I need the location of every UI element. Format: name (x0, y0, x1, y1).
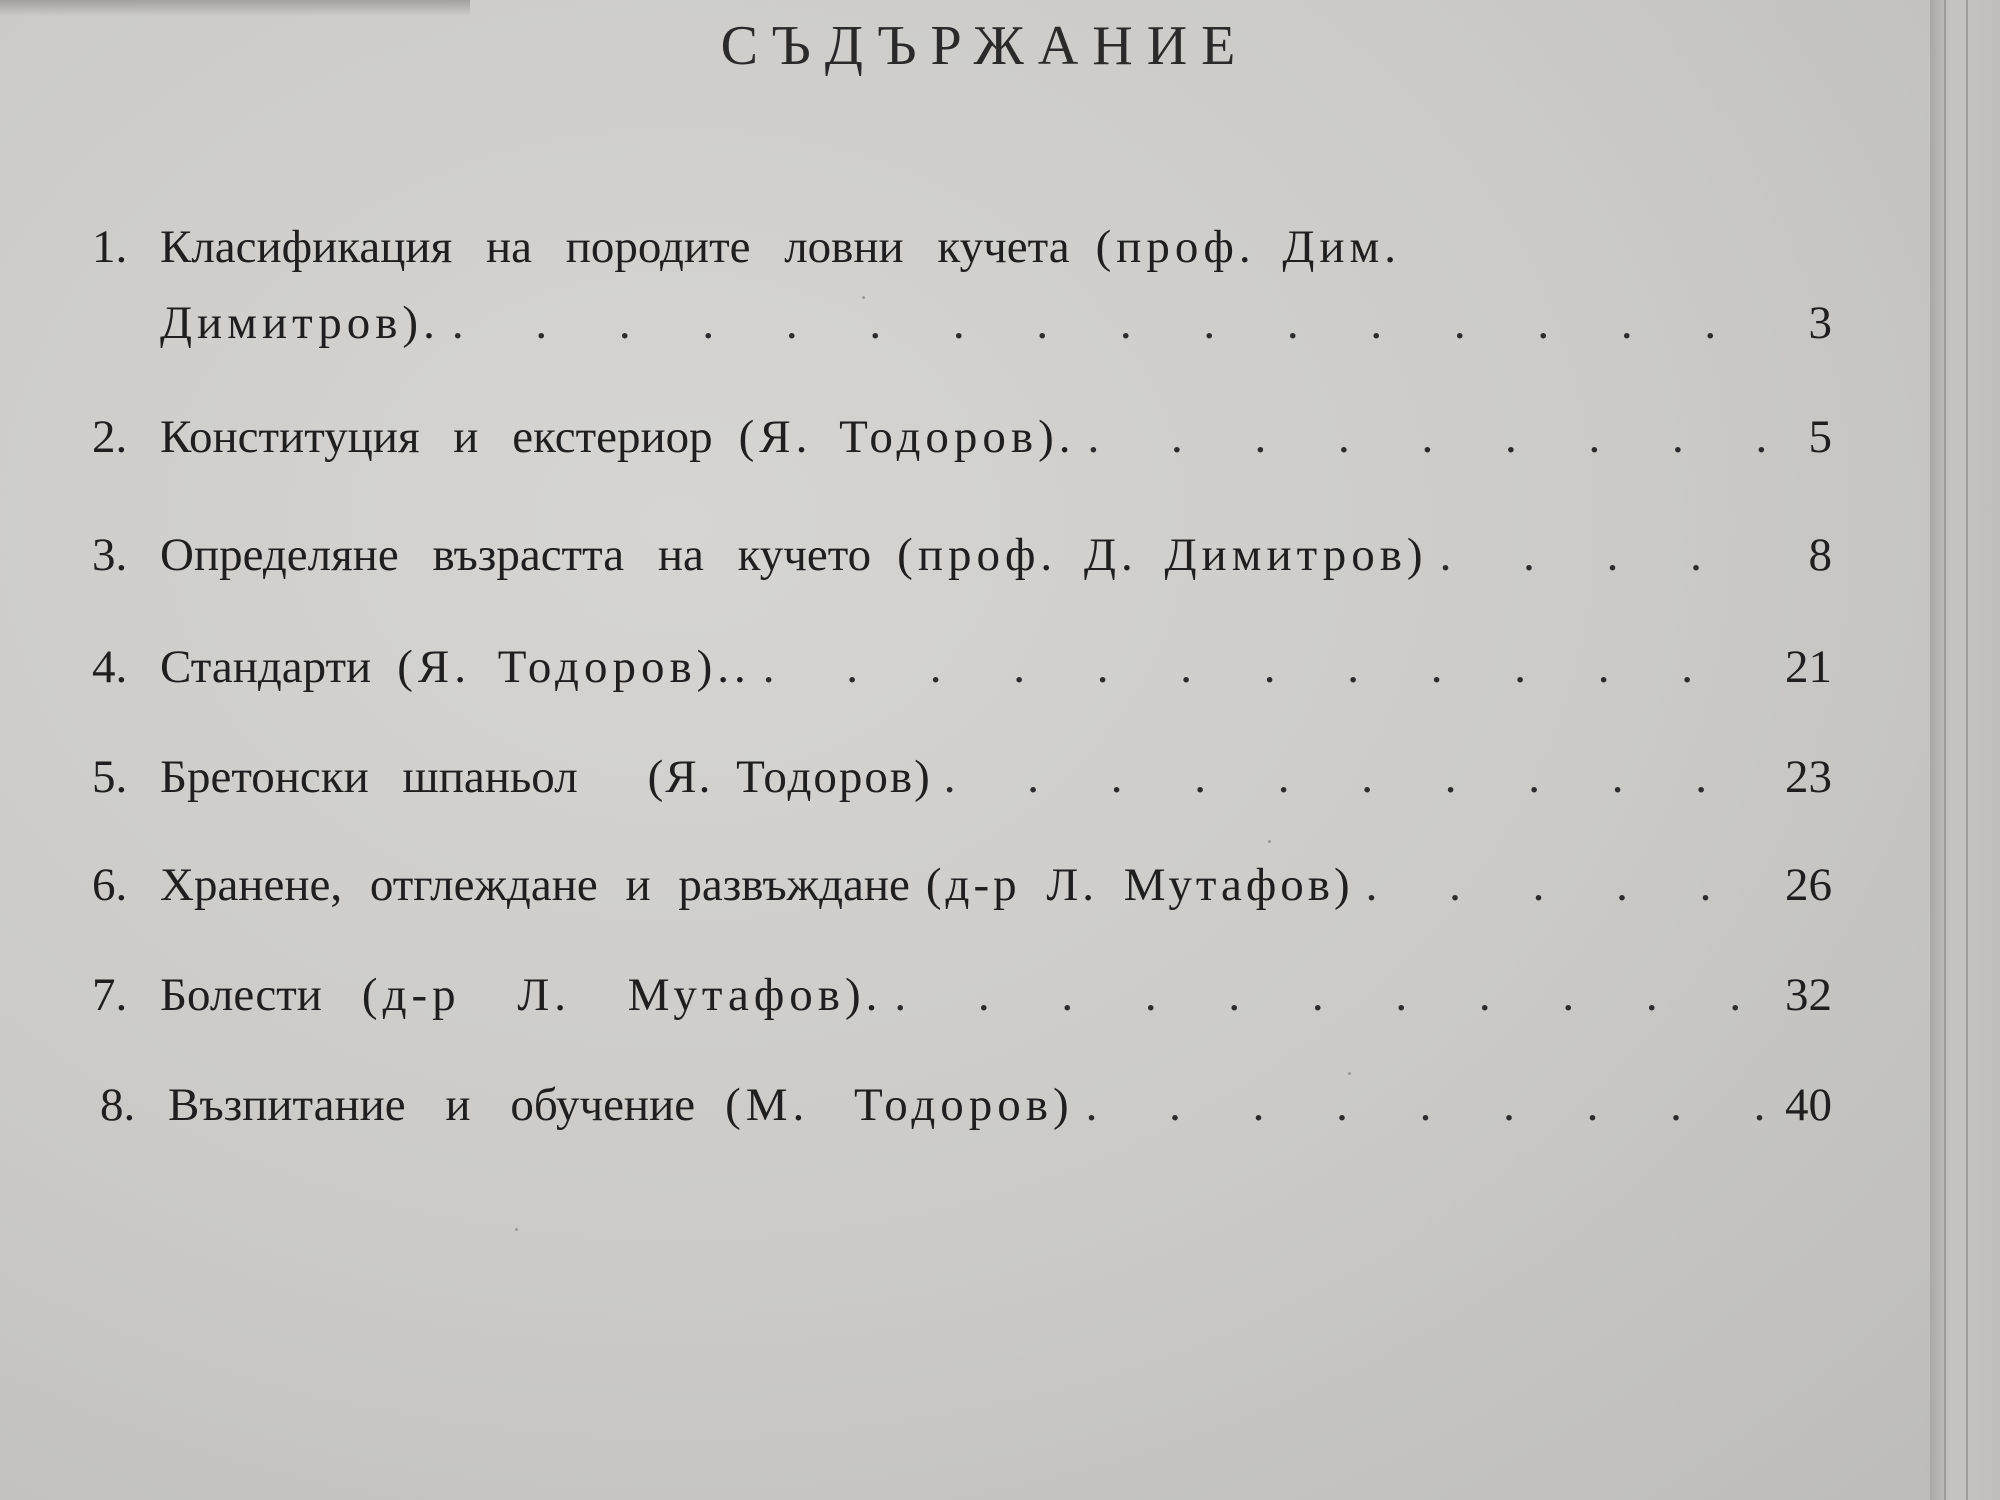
dot-leader (452, 286, 1766, 360)
entry-author: (д-р Л. Мутафов). (361, 969, 883, 1021)
toc-heading: СЪДЪРЖАНИЕ (720, 15, 1250, 77)
entry-title: Хранене, отглеждане и развъждане (160, 859, 910, 911)
entry-page-number: 8 (1808, 529, 1832, 581)
entry-page-number: 26 (1785, 859, 1832, 911)
entry-author: (М. Тодоров) (725, 1079, 1074, 1131)
entry-author-continued: Димитров). (160, 297, 440, 349)
dot-leader (763, 630, 1766, 704)
entry-author: (д-р Л. Мутафов) (925, 859, 1354, 911)
toc-entry-4[interactable] (92, 630, 1832, 704)
entry-author: (проф. Д. Димитров) (897, 529, 1428, 581)
entry-page-number: 5 (1808, 411, 1832, 463)
entry-number: 2. (92, 411, 128, 463)
entry-page-number: 40 (1785, 1079, 1832, 1131)
entry-title: Болести (160, 969, 322, 1021)
entry-number: 7. (92, 969, 128, 1021)
entry-title: Определяне възрастта на кучето (160, 529, 872, 581)
toc-entry-2[interactable] (92, 400, 1832, 474)
entry-author: (проф. Дим. (1095, 221, 1402, 273)
entry-title: Класификация на породите ловни кучета (160, 221, 1070, 273)
entry-number: 5. (92, 751, 128, 803)
toc-entry-7[interactable] (92, 958, 1832, 1032)
entry-page-number: 21 (1785, 641, 1832, 693)
dot-leader (894, 958, 1766, 1032)
entry-number: 3. (92, 529, 128, 581)
toc-entry-1[interactable] (92, 210, 1832, 360)
entry-page-number: 3 (1808, 297, 1832, 349)
toc-entry-5[interactable] (92, 740, 1832, 814)
entry-number: 1. (92, 221, 128, 273)
entry-page-number: 23 (1785, 751, 1832, 803)
dot-leader (1086, 1068, 1766, 1142)
toc-entry-6[interactable] (92, 848, 1832, 922)
entry-author: (Я. Тодоров) (647, 751, 932, 803)
dot-leader (1366, 848, 1766, 922)
entry-author: (Я. Тодоров). (738, 411, 1076, 463)
entry-number: 4. (92, 641, 128, 693)
entry-title: Конституция и екстериор (160, 411, 713, 463)
entry-title: Възпитание и обучение (168, 1079, 696, 1131)
dot-leader (944, 740, 1766, 814)
entry-number: 6. (92, 859, 128, 911)
entry-page-number: 32 (1785, 969, 1832, 1021)
dot-leader (1087, 400, 1766, 474)
entry-title: Бретонски шпаньол (160, 751, 578, 803)
entry-number: 8. (100, 1079, 136, 1131)
toc-entry-8[interactable] (100, 1068, 1832, 1142)
toc-entry-3[interactable] (92, 518, 1832, 592)
entry-author: (Я. Тодоров).. (397, 641, 751, 693)
dot-leader (1440, 518, 1766, 592)
entry-title: Стандарти (160, 641, 372, 693)
